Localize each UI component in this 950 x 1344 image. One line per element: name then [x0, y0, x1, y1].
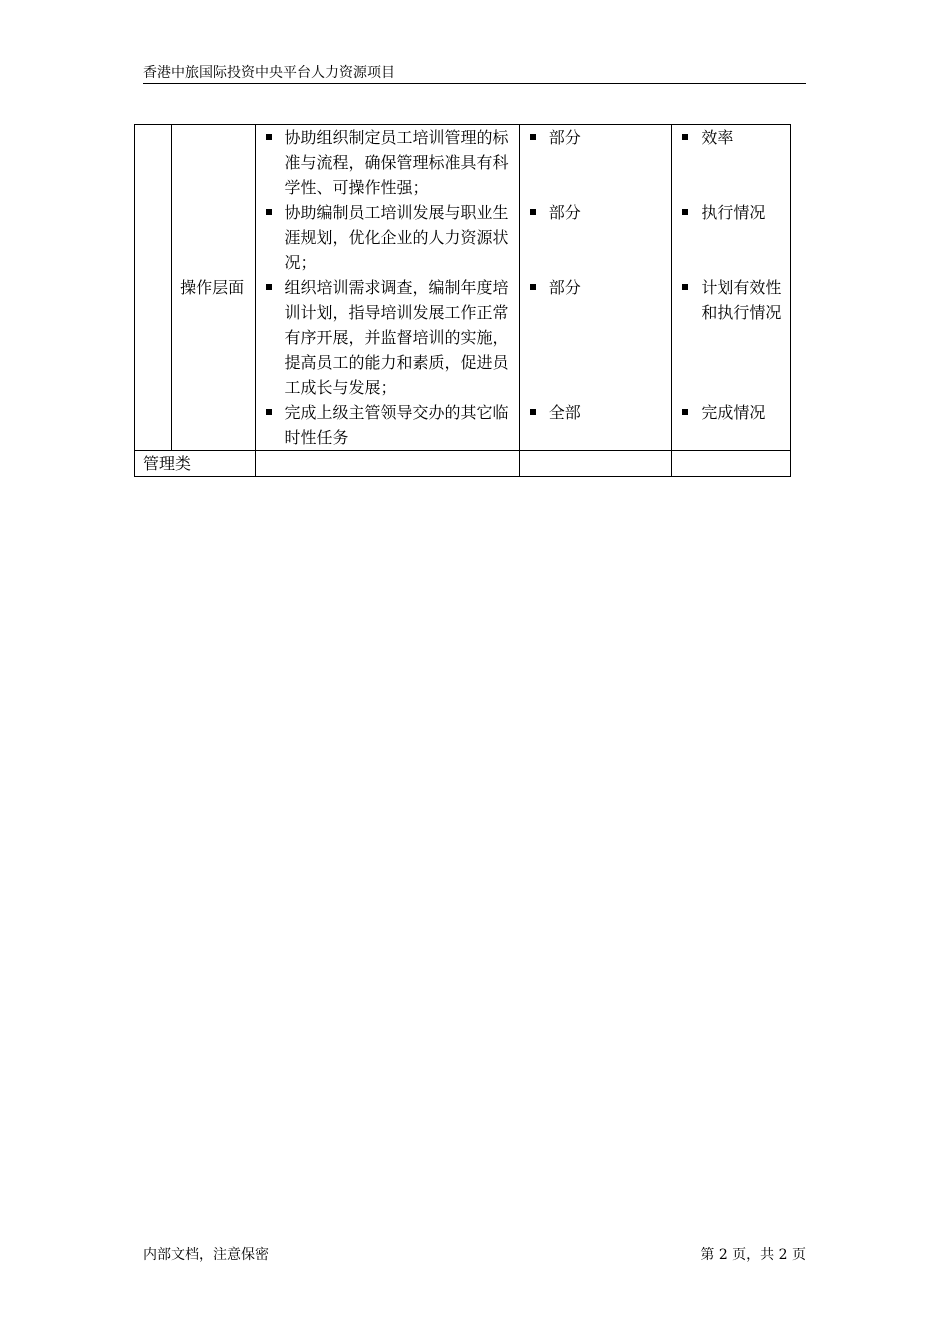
criteria-item: 效率 — [672, 125, 790, 150]
level-cell — [172, 125, 255, 451]
criteria-item: 执行情况 — [672, 200, 790, 225]
level-label: 操作层面 — [180, 278, 245, 297]
duty-item: 组织培训需求调查，编制年度培训计划，指导培训发展工作正常有序开展，并监督培训的实施，提高员工的能力和素质，促进员工成长与发展； — [256, 275, 519, 400]
responsibility-list — [520, 125, 672, 425]
duty-item: 完成上级主管领导交办的其它临时性任务 — [256, 400, 519, 450]
footer-page-number: 第 2 页，共 2 页 — [700, 1247, 806, 1263]
duty-item: 协助组织制定员工培训管理的标准与流程，确保管理标准具有科学性、可操作性强； — [256, 125, 519, 200]
criteria-list — [672, 125, 790, 425]
table-row — [135, 451, 791, 477]
duties-cell — [255, 125, 519, 451]
responsibility-cell — [519, 125, 672, 451]
duties-list — [256, 125, 519, 450]
criteria-cell — [672, 125, 791, 451]
page-header: 香港中旅国际投资中央平台人力资源项目 — [143, 65, 395, 81]
responsibility-item: 部分 — [520, 275, 672, 300]
header-rule — [143, 83, 806, 84]
table-row — [135, 125, 791, 451]
responsibility-item: 部分 — [520, 200, 672, 225]
table-cell-empty — [519, 451, 672, 477]
duty-item: 协助编制员工培训发展与职业生涯规划，优化企业的人力资源状况； — [256, 200, 519, 275]
criteria-item: 计划有效性和执行情况 — [672, 275, 790, 325]
category-cell — [135, 451, 256, 477]
criteria-item: 完成情况 — [672, 400, 790, 425]
table-cell-empty — [255, 451, 519, 477]
responsibility-item: 部分 — [520, 125, 672, 150]
responsibility-item: 全部 — [520, 400, 672, 425]
table-cell-empty — [672, 451, 791, 477]
category-label: 管理类 — [143, 454, 192, 473]
footer-confidential: 内部文档，注意保密 — [143, 1247, 269, 1263]
duty-table — [134, 124, 791, 477]
table-cell-empty — [135, 125, 172, 451]
